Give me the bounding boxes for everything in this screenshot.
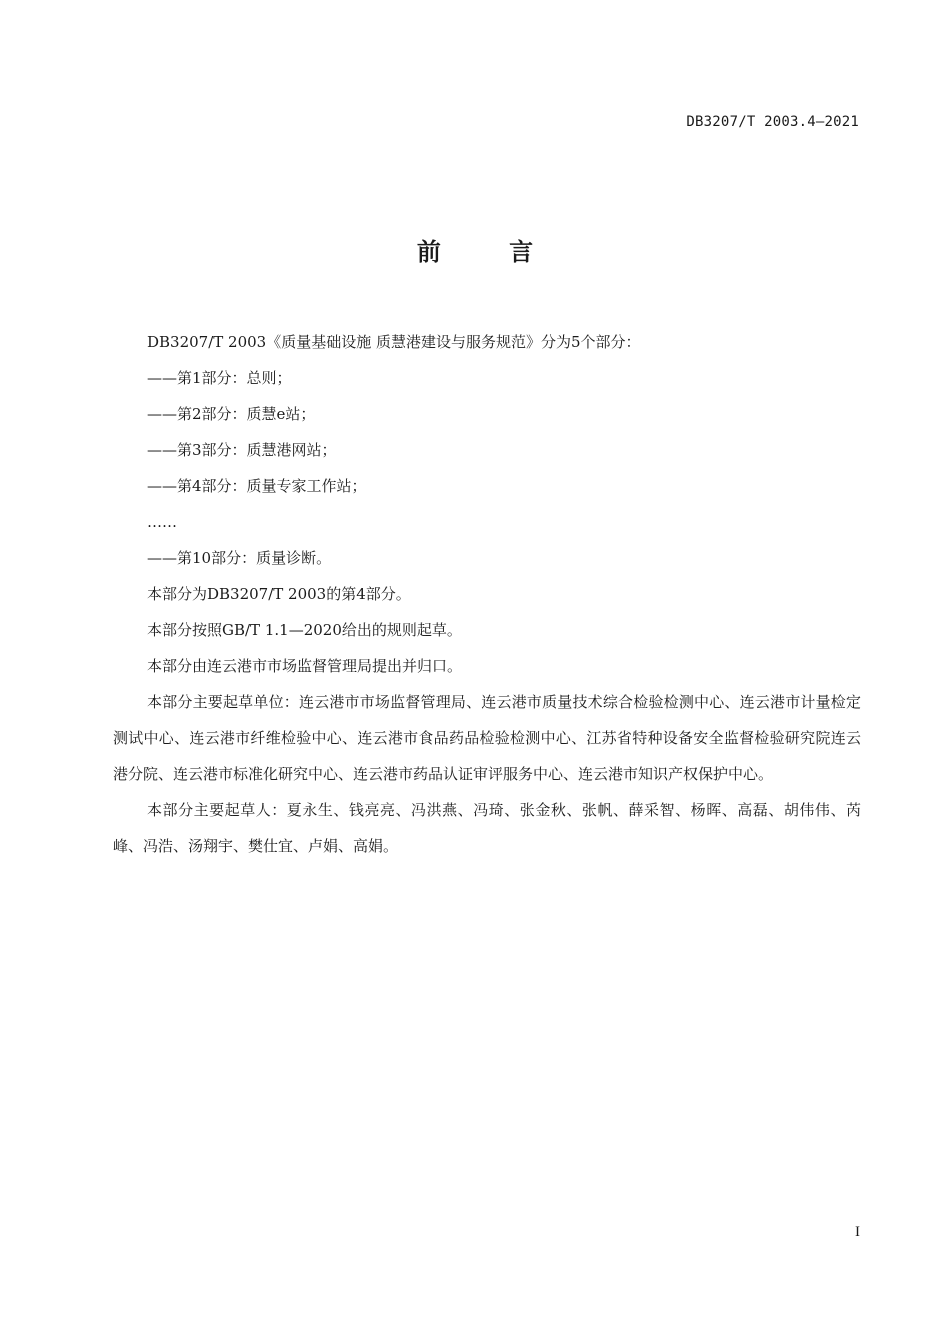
foreword-body (113, 324, 861, 864)
statement-line: 本部分为DB3207/T 2003的第4部分。 (147, 585, 411, 603)
statement-line: 本部分按照GB/T 1.1—2020给出的规则起草。 (147, 621, 462, 639)
drafters-paragraph: 本部分主要起草人：夏永生、钱亮亮、冯洪燕、冯琦、张金秋、张帆、薛采智、杨晖、高磊、胡伟伟、芮峰、冯浩、汤翔宇、樊仕宜、卢娟、高娟。 (113, 801, 861, 855)
part-item: ——第2部分：质慧e站； (147, 405, 316, 423)
document-code: DB3207/T 2003.4—2021 (686, 114, 859, 130)
page-title: 前 言 (416, 238, 564, 266)
part-item: ——第4部分：质量专家工作站； (147, 477, 367, 495)
statement-line: 本部分由连云港市市场监督管理局提出并归口。 (147, 657, 463, 675)
drafting-units-paragraph: 本部分主要起草单位：连云港市市场监督管理局、连云港市质量技术综合检验检测中心、连云港市计量检定测试中心、连云港市纤维检验中心、连云港市食品药品检验检测中心、江苏省特种设备安全监督检验研究院连云港分院、连云港市标准化研究中心、连云港市药品认证审评服务中心、连云港市知识产权保护中心。 (113, 693, 861, 783)
page-number: I (855, 1224, 860, 1240)
part-ellipsis: …… (147, 513, 177, 531)
part-item: ——第1部分：总则； (147, 369, 292, 387)
part-item: ——第3部分：质慧港网站； (147, 441, 337, 459)
part-item: ——第10部分：质量诊断。 (147, 549, 332, 567)
intro-line: DB3207/T 2003《质量基础设施 质慧港建设与服务规范》分为5个部分： (147, 333, 641, 351)
